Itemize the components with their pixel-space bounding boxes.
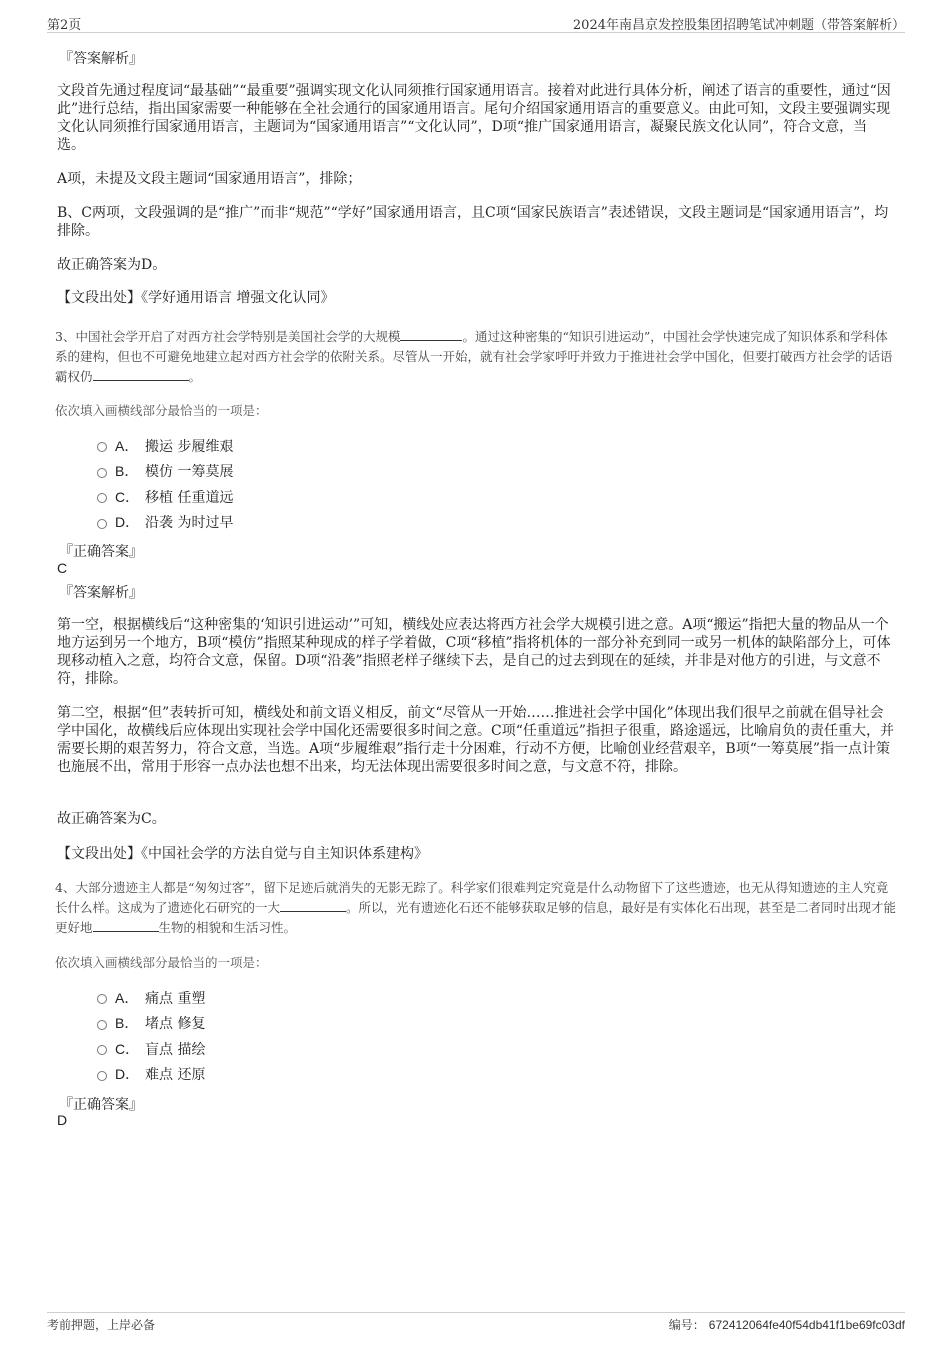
question-3-options: [97, 433, 497, 535]
question-instruction: 依次填入画横线部分最恰当的一项是：: [55, 955, 268, 970]
fill-blank: [280, 911, 346, 912]
final-answer-text: 故正确答案为C。: [57, 811, 166, 827]
document-title: 2024年南昌京发控股集团招聘笔试冲刺题（带答案解析）: [572, 18, 905, 33]
fill-blank: [93, 931, 159, 932]
question-3-stem: 3、中国社会学开启了对西方社会学特别是美国社会学的大规模 。通过这种密集的“知识引进运动”，中国社会学快速完成了知识体系和学科体系的建构，但也不可避免地建立起对西方社会学的依附关系。尽管从一开始，就有社会学家呼吁并致力于推进社会学中国化，但要打破西方社会学的话语霸权仍 。: [55, 329, 893, 384]
analysis-paragraph: 文段首先通过程度词“最基础”“最重要”强调实现文化认同须推行国家通用语言。接着对此进行具体分析，阐述了语言的重要性，通过“因此”进行总结，指出国家需要一种能够在全社会通行的国家通用语言。尾句介绍国家通用语言的重要意义。由此可知，文段主要强调实现文化认同须推行国家通用语言，主题词为“国家通用语言”“文化认同”，D项“推广国家通用语言，凝聚民族文化认同”，符合文意，当选。: [57, 83, 891, 153]
analysis-paragraph: 第一空，根据横线后“这种密集的‘知识引进运动’”可知，横线处应表达将西方社会学大规模引进之意。A项“搬运”指把大量的物品从一个地方运到另一个地方，B项“模仿”指照某种现成的样子学着做，C项“移植”指将机体的一部分补充到同一或另一机体的缺陷部分上，可体现移动植入之意，均符合文意，保留。D项“沿袭”指照老样子继续下去，是自己的过去到现在的延续，并非是对他方的引进，与文意不符，排除。: [57, 617, 891, 687]
radio-icon[interactable]: [97, 1020, 107, 1030]
radio-icon[interactable]: [97, 1045, 107, 1055]
question-instruction: 依次填入画横线部分最恰当的一项是：: [55, 403, 268, 418]
correct-answer-label: 『正确答案』: [59, 544, 143, 560]
option-a[interactable]: A． 搬运 步履维艰: [97, 433, 497, 459]
option-a[interactable]: A． 痛点 重塑: [97, 985, 497, 1011]
source-citation: 【文段出处】《中国社会学的方法自觉与自主知识体系建构》: [57, 846, 428, 862]
radio-icon[interactable]: [97, 994, 107, 1004]
analysis-paragraph: 第二空，根据“但”表转折可知，横线处和前文语义相反，前文“尽管从一开始……推进社会学中国化”体现出我们很早之前就在倡导社会学中国化，故横线后应体现出实现社会学中国化还需要很多时间之意。C项“任重道远”指担子很重，路途遥远，比喻肩负的责任重大，并需要长期的艰苦努力，符合文意，当选。A项“步履维艰”指行走十分困难，行动不方便，比喻创业经营艰辛，B项“一筹莫展”指一点计策也施展不出，常用于形容一点办法也想不出来，均无法体现出需要很多时间之意，与文意不符，排除。: [57, 705, 895, 775]
option-c[interactable]: C． 移植 任重道远: [97, 484, 497, 510]
radio-icon[interactable]: [97, 468, 107, 478]
option-b[interactable]: B． 堵点 修复: [97, 1011, 497, 1037]
page-header: [47, 12, 905, 33]
analysis-paragraph: B、C两项，文段强调的是“推广”而非“规范”“学好”国家通用语言，且C项“国家民族语言”表述错误，文段主题词是“国家通用语言”，均排除。: [57, 205, 889, 239]
page-footer: [47, 1312, 905, 1335]
document-code: 编号： 672412064fe40f54db41f1be69fc03df: [668, 1318, 905, 1332]
radio-icon[interactable]: [97, 493, 107, 503]
question-4-options: [97, 985, 497, 1087]
fill-blank: [400, 340, 462, 341]
radio-icon[interactable]: [97, 442, 107, 452]
fill-blank: [93, 380, 189, 381]
option-d[interactable]: D． 难点 还原: [97, 1062, 497, 1088]
final-answer-text: 故正确答案为D。: [57, 257, 167, 273]
page-number: 第2页: [47, 18, 82, 33]
footer-motto: 考前押题，上岸必备: [47, 1318, 156, 1332]
option-c[interactable]: C． 盲点 描绘: [97, 1036, 497, 1062]
analysis-label: 『答案解析』: [59, 51, 143, 67]
radio-icon[interactable]: [97, 1071, 107, 1081]
source-citation: 【文段出处】《学好通用语言 增强文化认同》: [57, 290, 335, 306]
option-d[interactable]: D． 沿袭 为时过早: [97, 510, 497, 536]
radio-icon[interactable]: [97, 519, 107, 529]
analysis-label: 『答案解析』: [59, 585, 143, 601]
analysis-paragraph: A项，未提及文段主题词“国家通用语言”，排除；: [57, 171, 362, 187]
correct-answer-value: D: [57, 1112, 68, 1128]
question-4-stem: 4、大部分遗迹主人都是“匆匆过客”，留下足迹后就消失的无影无踪了。科学家们很难判定究竟是什么动物留下了这些遗迹，也无从得知遗迹的主人究竟长什么样。这成为了遗迹化石研究的一大 。所以，光有遗迹化石还不能够获取足够的信息，最好是有实体化石出现，甚至是二者同时出现才能更好地 生物的相貌和生活习性。: [55, 880, 897, 935]
correct-answer-label: 『正确答案』: [59, 1097, 143, 1113]
option-b[interactable]: B． 模仿 一筹莫展: [97, 459, 497, 485]
correct-answer-value: C: [57, 560, 68, 576]
